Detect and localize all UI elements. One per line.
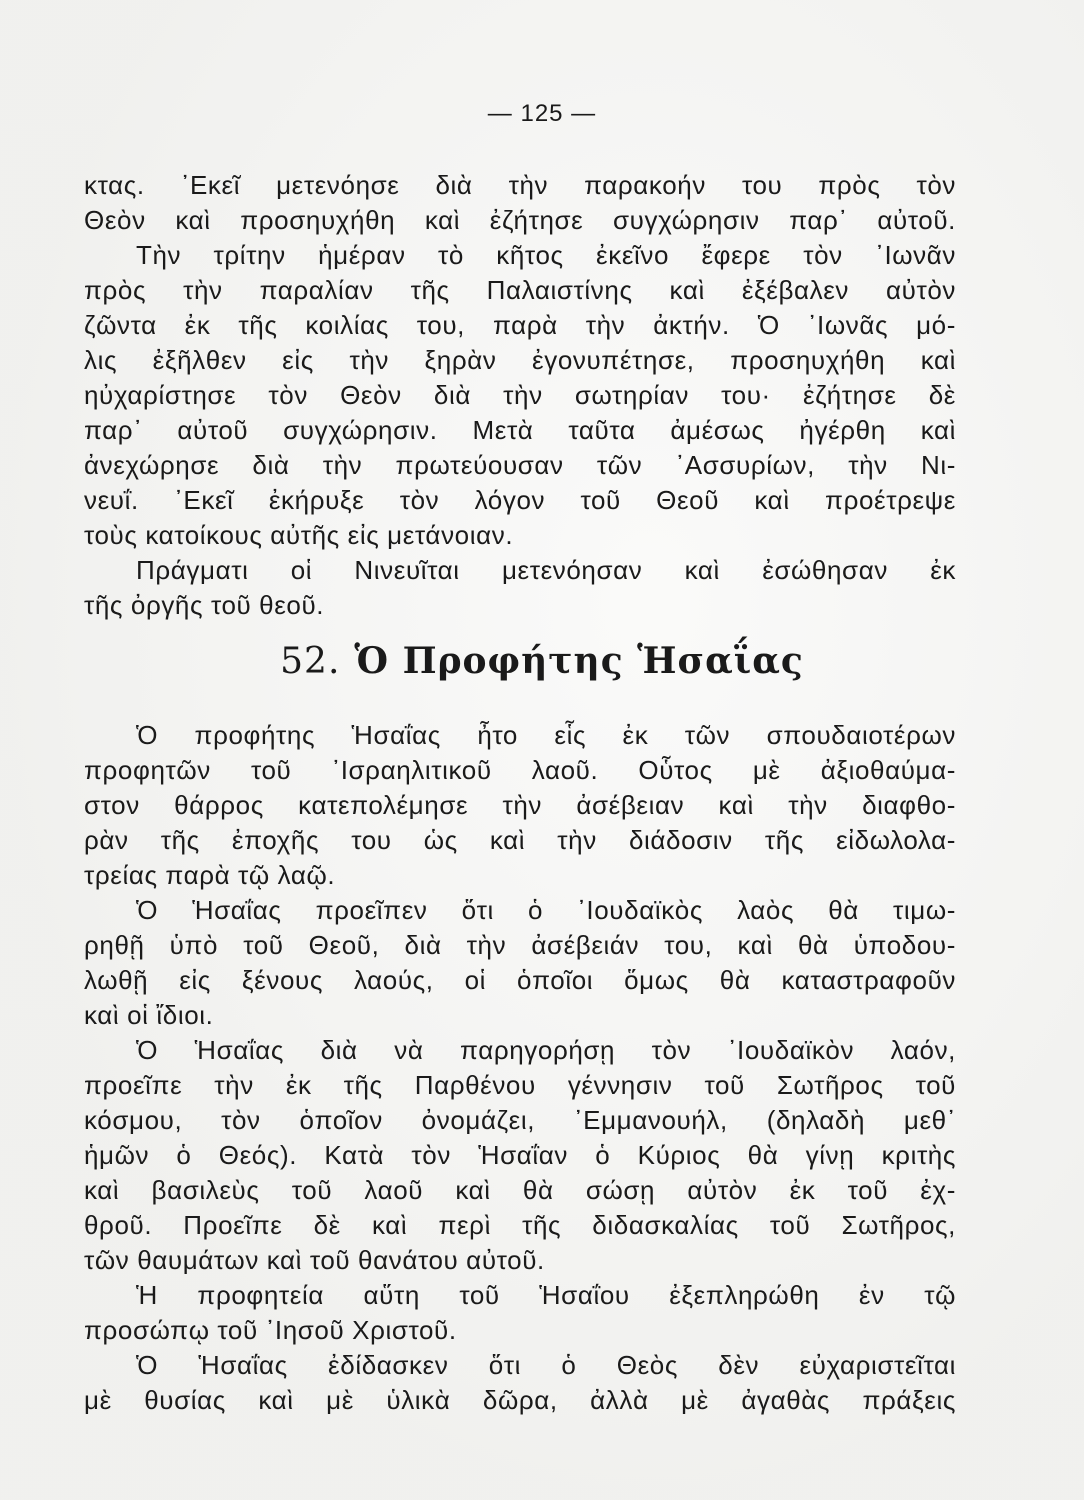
text-line: λωθῇ εἰς ξένους λαούς, οἱ ὁποῖοι ὅμως θὰ καταστραφοῦν	[84, 965, 956, 995]
text-line: καὶ βασιλεὺς τοῦ λαοῦ καὶ θὰ σώσῃ αὐτὸν ἐκ τοῦ ἐχ-	[84, 1175, 956, 1205]
text-line: ἡμῶν ὁ Θεός). Κατὰ τὸν Ἡσαΐαν ὁ Κύριος θὰ γίνῃ κριτὴς	[84, 1140, 956, 1170]
chapter-number: 52.	[280, 641, 341, 682]
text-line: ἀνεχώρησε διὰ τὴν πρωτεύουσαν τῶν ᾿Ασσυρίων, τὴν Νι-	[84, 450, 956, 480]
text-line: Ὁ προφήτης Ἡσαΐας ἦτο εἷς ἐκ τῶν σπουδαιοτέρων	[136, 720, 956, 750]
text-line: Ἡ προφητεία αὕτη τοῦ Ἡσαΐου ἐξεπληρώθη ἐν τῷ	[136, 1280, 956, 1310]
text-line: προφητῶν τοῦ ᾿Ισραηλιτικοῦ λαοῦ. Οὗτος μὲ ἀξιοθαύμα-	[84, 755, 956, 785]
text-line: Ὁ Ἡσαΐας διὰ νὰ παρηγορήσῃ τὸν ᾿Ιουδαϊκὸν λαόν,	[136, 1035, 956, 1065]
text-line: προσώπῳ τοῦ ᾿Ιησοῦ Χριστοῦ.	[84, 1315, 457, 1345]
text-line: νευΐ. ᾿Εκεῖ ἐκήρυξε τὸν λόγον τοῦ Θεοῦ καὶ προέτρεψε	[84, 485, 956, 515]
text-line: Τὴν τρίτην ἡμέραν τὸ κῆτος ἐκεῖνο ἔφερε τὸν ᾿Ιωνᾶν	[136, 240, 956, 270]
text-line: ηὐχαρίστησε τὸν Θεὸν διὰ τὴν σωτηρίαν του· ἐζήτησε δὲ	[84, 380, 956, 410]
text-line: Ὁ Ἡσαΐας προεῖπεν ὅτι ὁ ᾿Ιουδαϊκὸς λαὸς θὰ τιμω-	[136, 895, 956, 925]
text-line: μὲ θυσίας καὶ μὲ ὑλικὰ δῶρα, ἀλλὰ μὲ ἀγαθὰς πράξεις	[84, 1385, 956, 1415]
text-line: θροῦ. Προεῖπε δὲ καὶ περὶ τῆς διδασκαλίας τοῦ Σωτῆρος,	[84, 1210, 956, 1240]
text-line: Θεὸν καὶ προσηυχήθη καὶ ἐζήτησε συγχώρησιν παρ᾿ αὐτοῦ.	[84, 205, 956, 235]
text-line: στον θάρρος κατεπολέμησε τὴν ἀσέβειαν καὶ τὴν διαφθο-	[84, 790, 956, 820]
text-line: τῆς ὀργῆς τοῦ θεοῦ.	[84, 590, 325, 620]
text-line: λις ἐξῆλθεν εἰς τὴν ξηρὰν ἐγονυπέτησε, προσηυχήθη καὶ	[84, 345, 956, 375]
text-line: ζῶντα ἐκ τῆς κοιλίας του, παρὰ τὴν ἀκτήν. Ὁ ᾿Ιωνᾶς μό-	[84, 310, 956, 340]
text-line: τοὺς κατοίκους αὐτῆς εἰς μετάνοιαν.	[84, 520, 514, 550]
text-line: κτας. ᾿Εκεῖ μετενόησε διὰ τὴν παρακοήν του πρὸς τὸν	[84, 170, 956, 200]
page-number: — 125 —	[487, 100, 597, 127]
text-line: ρηθῇ ὑπὸ τοῦ Θεοῦ, διὰ τὴν ἀσέβειάν του, καὶ θὰ ὑποδου-	[84, 930, 956, 960]
text-line: πρὸς τὴν παραλίαν τῆς Παλαιστίνης καὶ ἐξέβαλεν αὐτὸν	[84, 275, 956, 305]
section-isaiah-text	[84, 718, 956, 1418]
text-line: τρείας παρὰ τῷ λαῷ.	[84, 860, 336, 890]
text-line: Πράγματι οἱ Νινευῖται μετενόησαν καὶ ἐσώθησαν ἐκ	[136, 555, 956, 585]
text-line: Ὁ Ἡσαΐας ἐδίδασκεν ὅτι ὁ Θεὸς δὲν εὐχαριστεῖται	[136, 1350, 956, 1380]
text-line: τῶν θαυμάτων καὶ τοῦ θανάτου αὐτοῦ.	[84, 1245, 545, 1275]
text-line: κόσμου, τὸν ὁποῖον ὀνομάζει, ᾿Εμμανουήλ, (δηλαδὴ μεθ᾿	[84, 1105, 956, 1135]
text-line: παρ᾿ αὐτοῦ συγχώρησιν. Μετὰ ταῦτα ἀμέσως ἠγέρθη καὶ	[84, 415, 956, 445]
text-line: προεῖπε τὴν ἐκ τῆς Παρθένου γέννησιν τοῦ Σωτῆρος τοῦ	[84, 1070, 956, 1100]
chapter-title: Ὁ Προφήτης Ἡσαΐας	[354, 640, 804, 682]
section-jonah-text	[84, 168, 956, 623]
chapter-heading	[0, 640, 1084, 682]
text-line: ρὰν τῆς ἐποχῆς του ὡς καὶ τὴν διάδοσιν τῆς εἰδωλολα-	[84, 825, 956, 855]
text-line: καὶ οἱ ἴδιοι.	[84, 1000, 214, 1030]
